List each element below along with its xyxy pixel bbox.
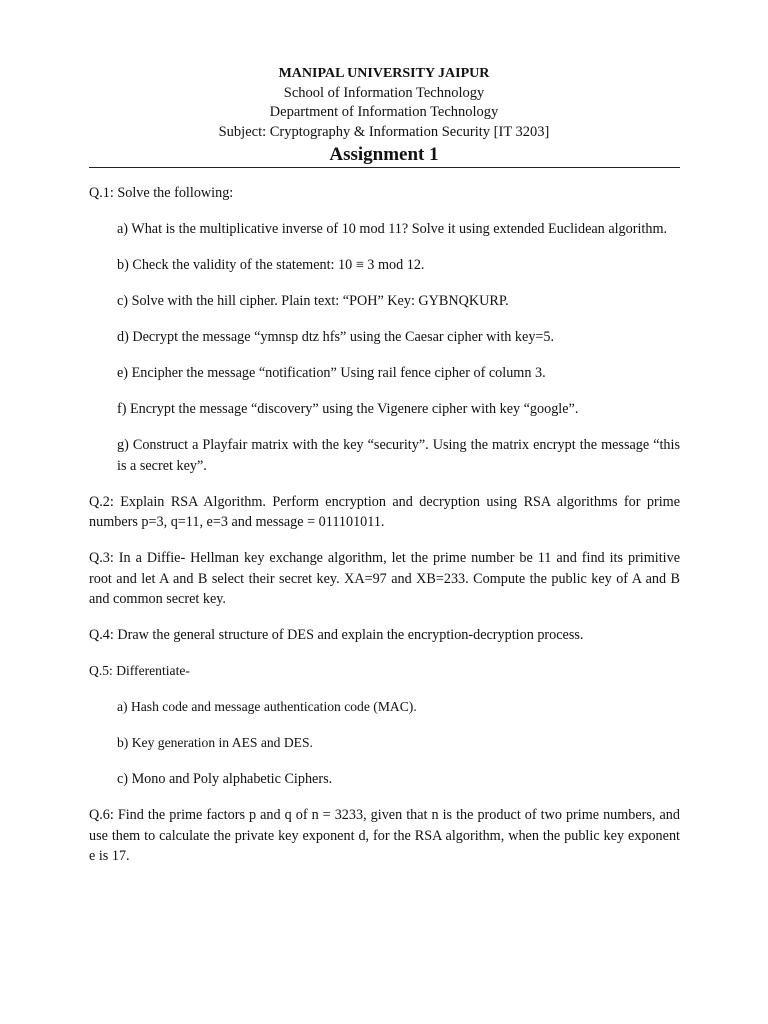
assignment-body xyxy=(89,183,680,867)
question-3: Q.3: In a Diffie- Hellman key exchange algorithm, let the prime number be 11 and find its primitive root and let A and B select their secret key. XA=97 and XB=233. Compute the public key of A and B and common secret key. xyxy=(89,550,680,607)
question-1-part-g: g) Construct a Playfair matrix with the key “security”. Using the matrix encrypt the message “this is a secret key”. xyxy=(117,437,680,474)
question-1-part-a: a) What is the multiplicative inverse of 10 mod 11? Solve it using extended Euclidean algorithm. xyxy=(117,221,668,237)
assignment-title: Assignment 1 xyxy=(329,144,439,165)
question-5: Q.5: Differentiate- xyxy=(89,663,190,678)
question-1: Q.1: Solve the following: xyxy=(89,185,234,201)
question-1-part-d: d) Decrypt the message “ymnsp dtz hfs” using the Caesar cipher with key=5. xyxy=(117,329,555,345)
university-name: MANIPAL UNIVERSITY JAIPUR xyxy=(278,66,490,81)
question-6: Q.6: Find the prime factors p and q of n = 3233, given that n is the product of two prime numbers, and use them to calculate the private key exponent d, for the RSA algorithm, when the public key exponent e is 17. xyxy=(89,807,680,864)
question-1-part-f: f) Encrypt the message “discovery” using the Vigenere cipher with key “google”. xyxy=(117,401,579,417)
question-2: Q.2: Explain RSA Algorithm. Perform encryption and decryption using RSA algorithms for prime numbers p=3, q=11, e=3 and message = 011101011. xyxy=(89,493,680,530)
school-name: School of Information Technology xyxy=(283,84,485,101)
subject-line: Subject: Cryptography & Information Security [IT 3203] xyxy=(218,123,550,140)
question-5-part-b: b) Key generation in AES and DES. xyxy=(117,735,313,750)
question-1-part-c: c) Solve with the hill cipher. Plain text: “POH” Key: GYBNQKURP. xyxy=(117,293,509,309)
question-1-part-b: b) Check the validity of the statement: 10 ≡ 3 mod 12. xyxy=(117,257,425,273)
question-4: Q.4: Draw the general structure of DES and explain the encryption-decryption process. xyxy=(89,627,584,643)
question-5-part-c: c) Mono and Poly alphabetic Ciphers. xyxy=(117,771,333,787)
question-1-part-e: e) Encipher the message “notification” Using rail fence cipher of column 3. xyxy=(117,365,546,381)
document-header xyxy=(0,64,768,167)
header-divider xyxy=(89,167,680,168)
question-5-part-a: a) Hash code and message authentication code (MAC). xyxy=(117,699,417,714)
department-name: Department of Information Technology xyxy=(269,104,499,120)
